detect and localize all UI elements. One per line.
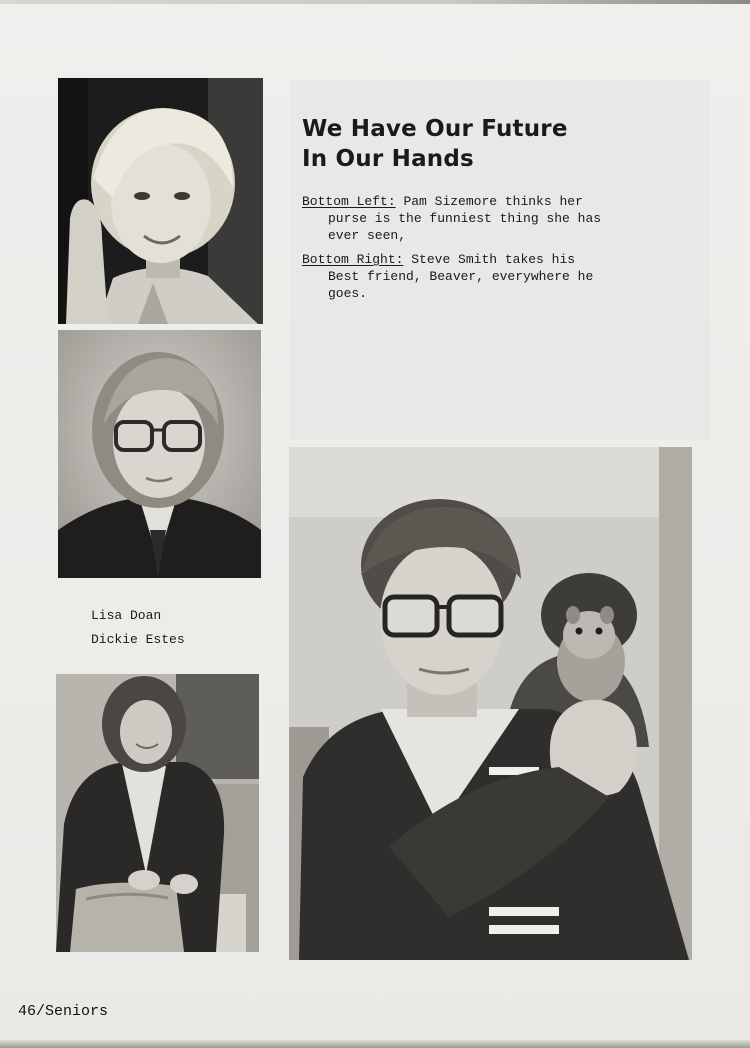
photo-bottom-left — [56, 674, 259, 952]
caption-bottom-right-line-3: goes. — [328, 286, 368, 301]
caption-bottom-right — [302, 251, 632, 302]
portrait-dickie-estes — [58, 330, 261, 578]
caption-bottom-left — [302, 193, 632, 244]
page-top-edge — [0, 0, 750, 4]
page-folio: 46/Seniors — [18, 1003, 109, 1020]
caption-bottom-left-line-2: purse is the funniest thing she has — [328, 211, 602, 226]
photo-bottom-right — [289, 447, 692, 960]
name-dickie-estes: Dickie Estes — [91, 632, 185, 647]
caption-bottom-left-label: Bottom Left: — [302, 194, 396, 209]
senior-names — [91, 604, 185, 652]
headline-line-1: We Have Our Future — [302, 116, 568, 142]
headline-line-2: In Our Hands — [302, 146, 474, 172]
caption-bottom-left-line-3: ever seen, — [328, 228, 407, 243]
page-bottom-edge — [0, 1040, 750, 1048]
caption-bottom-left-line-1: Pam Sizemore thinks her — [403, 194, 583, 209]
caption-bottom-right-line-2: Best friend, Beaver, everywhere he — [328, 269, 594, 284]
name-lisa-doan: Lisa Doan — [91, 608, 162, 623]
page-headline — [302, 114, 682, 174]
portrait-lisa-doan — [58, 78, 263, 324]
caption-bottom-right-line-1: Steve Smith takes his — [411, 252, 576, 267]
caption-bottom-right-label: Bottom Right: — [302, 252, 404, 267]
